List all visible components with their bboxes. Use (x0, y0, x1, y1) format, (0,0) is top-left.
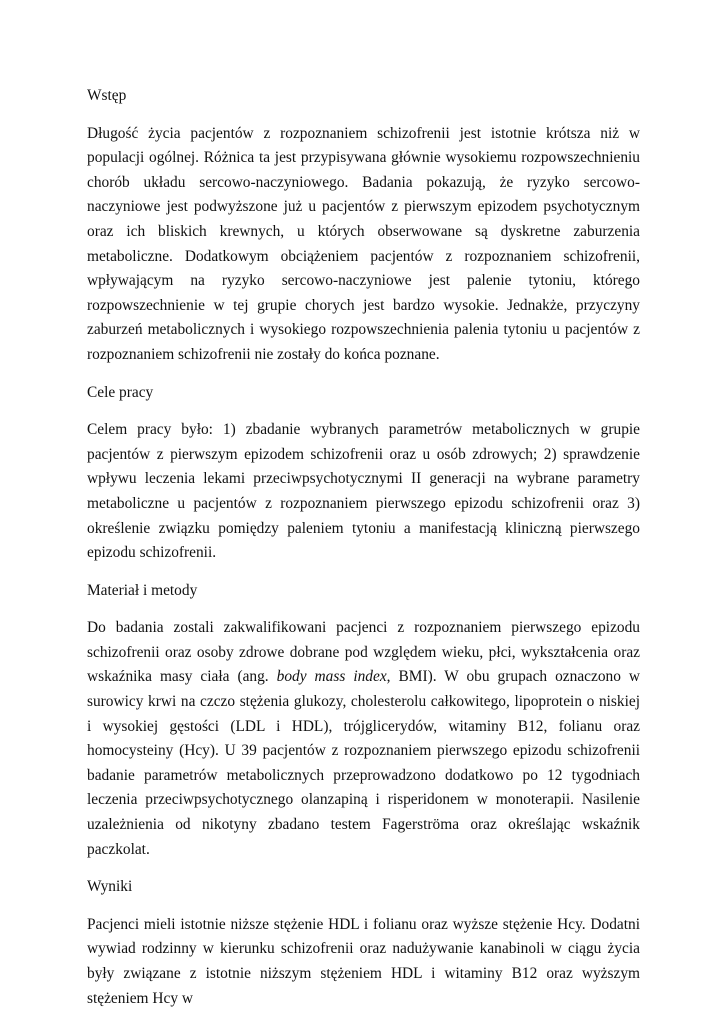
methods-text-italic: body mass index (276, 668, 387, 686)
document-body (87, 84, 640, 1011)
aims-paragraph: Celem pracy było: 1) zbadanie wybranych parametrów metabolicznych w grupie pacjentów z pierwszym epizodem schizofrenii oraz u osób zdrowych; 2) sprawdzenie wpływu leczenia lekami przeciwpsychotycznymi II generacji na wybrane parametry metaboliczne u pacjentów z rozpoznaniem pierwszego epizodu schizofrenii oraz 3) określenie związku pomiędzy paleniem tytoniu a manifestacją kliniczną pierwszego epizodu schizofrenii. (87, 421, 640, 562)
methods-text-before: Do badania zostali zakwalifikowani pacjenci z rozpoznaniem pierwszego epizodu schizofrenii oraz osoby zdrowe dobrane pod względem wieku, płci, wykształcenia oraz wskaźnika masy ciała (ang. (87, 619, 640, 686)
aims-heading: Cele pracy (87, 383, 154, 401)
methods-paragraph (87, 616, 640, 862)
results-heading: Wyniki (87, 878, 133, 896)
methods-text-after: , BMI). W obu grupach oznaczono w surowicy krwi na czczo stężenia glukozy, cholesterolu całkowitego, lipoprotein o niskiej i wysokiej gęstości (LDL i HDL), trójglicerydów, witaminy B12, folianu oraz homocysteiny (Hcy). U 39 pacjentów z rozpoznaniem pierwszego epizodu schizofrenii badanie parametrów metabolicznych przeprowadzono dodatkowo po 12 tygodniach leczenia przeciwpsychotycznego olanzapiną i risperidonem w monoterapii. Nasilenie uzależnienia od nikotyny zbadano testem Fagerströma oraz określając wskaźnik paczkolat. (87, 668, 641, 858)
intro-paragraph: Długość życia pacjentów z rozpoznaniem schizofrenii jest istotnie krótsza niż w populacji ogólnej. Różnica ta jest przypisywana głównie wysokiemu rozpowszechnieniu chorób układu sercowo-naczyniowego. Badania pokazują, że ryzyko sercowo-naczyniowe jest podwyższone już u pacjentów z pierwszym epizodem psychotycznym oraz ich bliskich krewnych, u których obserwowane są dyskretne zaburzenia metaboliczne. Dodatkowym obciążeniem pacjentów z rozpoznaniem schizofrenii, wpływającym na ryzyko sercowo-naczyniowe jest palenie tytoniu, którego rozpowszechnienie w tej grupie chorych jest bardzo wysokie. Jednakże, przyczyny zaburzeń metabolicznych i wysokiego rozpowszechnienia palenia tytoniu u pacjentów z rozpoznaniem schizofrenii nie zostały do końca poznane. (87, 124, 640, 363)
intro-heading: Wstęp (87, 87, 127, 104)
methods-heading: Materiał i metody (87, 581, 198, 599)
results-paragraph: Pacjenci mieli istotnie niższe stężenie HDL i folianu oraz wyższe stężenie Hcy. Dodatni wywiad rodzinny w kierunku schizofrenii oraz nadużywanie kanabinoli w ciągu życia były związane z istotnie niższym stężeniem HDL i witaminy B12 oraz wyższym stężeniem Hcy w (87, 915, 640, 1007)
